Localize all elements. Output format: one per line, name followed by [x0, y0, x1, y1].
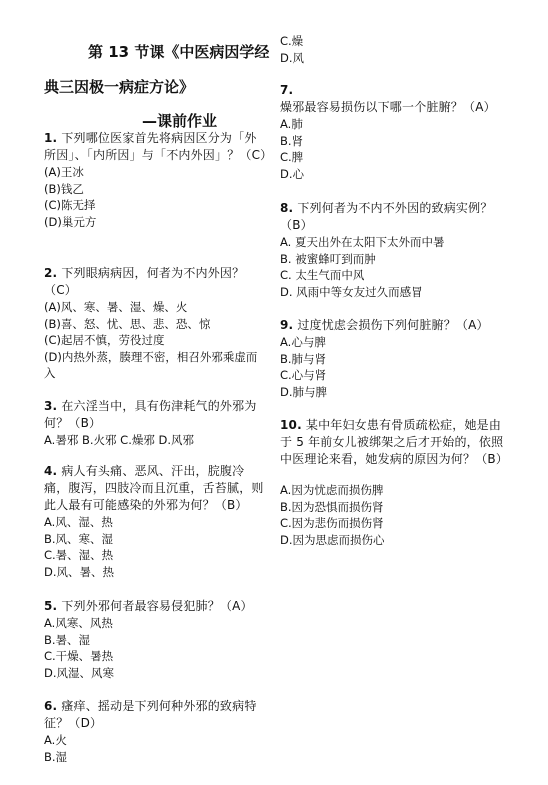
question-stem: 瘙痒、摇动是下列何种外邪的致病特征？（D）: [44, 699, 257, 730]
question-number: 10.: [280, 418, 302, 432]
option: B.湿: [44, 749, 68, 764]
option: C.脾: [280, 150, 304, 164]
option: B.肾: [280, 133, 304, 148]
option: A.因为忧虑而损伤脾: [280, 483, 384, 497]
question-stem: 下列何者为不内不外因的致病实例？（B）: [280, 201, 493, 232]
question-stem: 在六淫当中，具有伤津耗气的外邪为何？（B）: [44, 399, 257, 430]
title-line-1: 第 13 节课《中医病因学经: [88, 43, 270, 61]
option: C. 太生气而中风: [280, 268, 365, 282]
title-line-2: 典三因极一病症方论》: [44, 78, 195, 96]
question-number: 9.: [280, 318, 294, 332]
option: C.暑、湿、热: [44, 548, 114, 562]
option: B. 被蜜蜂叮到而肿: [280, 251, 376, 266]
option: D. 风雨中等女友过久而感冒: [280, 284, 423, 299]
question-8: [280, 200, 508, 300]
question-stem: 过度忧虑会损伤下列何脏腑？（A）: [297, 318, 489, 332]
question-number: 8.: [280, 201, 294, 215]
option: D.肺与脾: [280, 384, 328, 399]
question-10: [280, 417, 508, 548]
question-number: 2.: [44, 266, 58, 280]
option: (C)陈无择: [44, 198, 96, 212]
question-5: [44, 598, 268, 681]
question-9: [280, 317, 508, 400]
option: (C)起居不慎，劳役过度: [44, 333, 165, 347]
question-3: [44, 398, 268, 449]
question-2: [44, 265, 268, 382]
question-number: 5.: [44, 599, 58, 613]
question-stem: 燥邪最容易损伤以下哪一个脏腑？（A）: [280, 100, 496, 114]
question-stem: 下列哪位医家首先将病因区分为「外所因」、「内所因」与「不内外因」？（C）: [44, 131, 273, 162]
question-stem: 某中年妇女患有骨质疏松症，她是由于 5 年前女儿被绑架之后才开始的，依照中医理论来看，她发病的原因为何？（B）: [280, 418, 509, 466]
question-6: [44, 698, 268, 765]
option: D.风、暑、热: [44, 564, 115, 579]
option: (B)钱乙: [44, 181, 84, 196]
option: B.暑、湿: [44, 632, 91, 647]
option: D.风: [280, 50, 305, 65]
question-stem: 病人有头痛、恶风、汗出，脘腹冷痛，腹泻，四肢冷而且沉重，舌苔腻，则此人最有可能感染的外邪为何？（B）: [44, 464, 264, 512]
option: C.燥: [280, 34, 304, 48]
question-stem: 下列眼病病因，何者为不内外因？（C）: [44, 266, 245, 297]
option: A.肺: [280, 117, 303, 131]
option: (A)王冰: [44, 165, 84, 179]
option: A.风、湿、热: [44, 515, 113, 529]
option: (B)喜、怒、忧、思、悲、恐、惊: [44, 316, 211, 331]
option: C.因为悲伤而损伤肾: [280, 516, 384, 530]
option: A.暑邪 B.火邪 C.燥邪 D.风邪: [44, 433, 195, 447]
question-7: [280, 82, 508, 182]
option: A.心与脾: [280, 335, 326, 349]
option: D.因为思虑而损伤心: [280, 532, 385, 547]
option: B.风、寒、湿: [44, 531, 114, 546]
option: (D)内热外蒸，腠理不密，相召外邪乘虚而入: [44, 349, 258, 380]
question-number: 6.: [44, 699, 58, 713]
question-number: 4.: [44, 464, 58, 478]
option: (D)巢元方: [44, 214, 97, 229]
option: C.干燥、暑热: [44, 649, 114, 663]
option: D.风湿、风寒: [44, 665, 115, 680]
option: B.肺与肾: [280, 351, 327, 366]
option: (A)风、寒、暑、湿、燥、火: [44, 300, 188, 314]
question-stem: 下列外邪何者最容易侵犯肺？（A）: [61, 599, 253, 613]
question-6-continued: [280, 33, 508, 66]
question-4: [44, 463, 268, 580]
option: A.火: [44, 733, 67, 747]
question-number: 7.: [280, 83, 294, 97]
option: A. 夏天出外在太阳下太外而中暑: [280, 235, 445, 249]
option: B.因为恐惧而损伤肾: [280, 499, 384, 514]
option: A.风寒、风热: [44, 616, 113, 630]
title-line-3: —课前作业: [142, 112, 218, 130]
option: D.心: [280, 166, 305, 181]
question-number: 3.: [44, 399, 58, 413]
option: C.心与肾: [280, 368, 327, 382]
question-number: 1.: [44, 131, 58, 145]
question-1: [44, 130, 273, 230]
